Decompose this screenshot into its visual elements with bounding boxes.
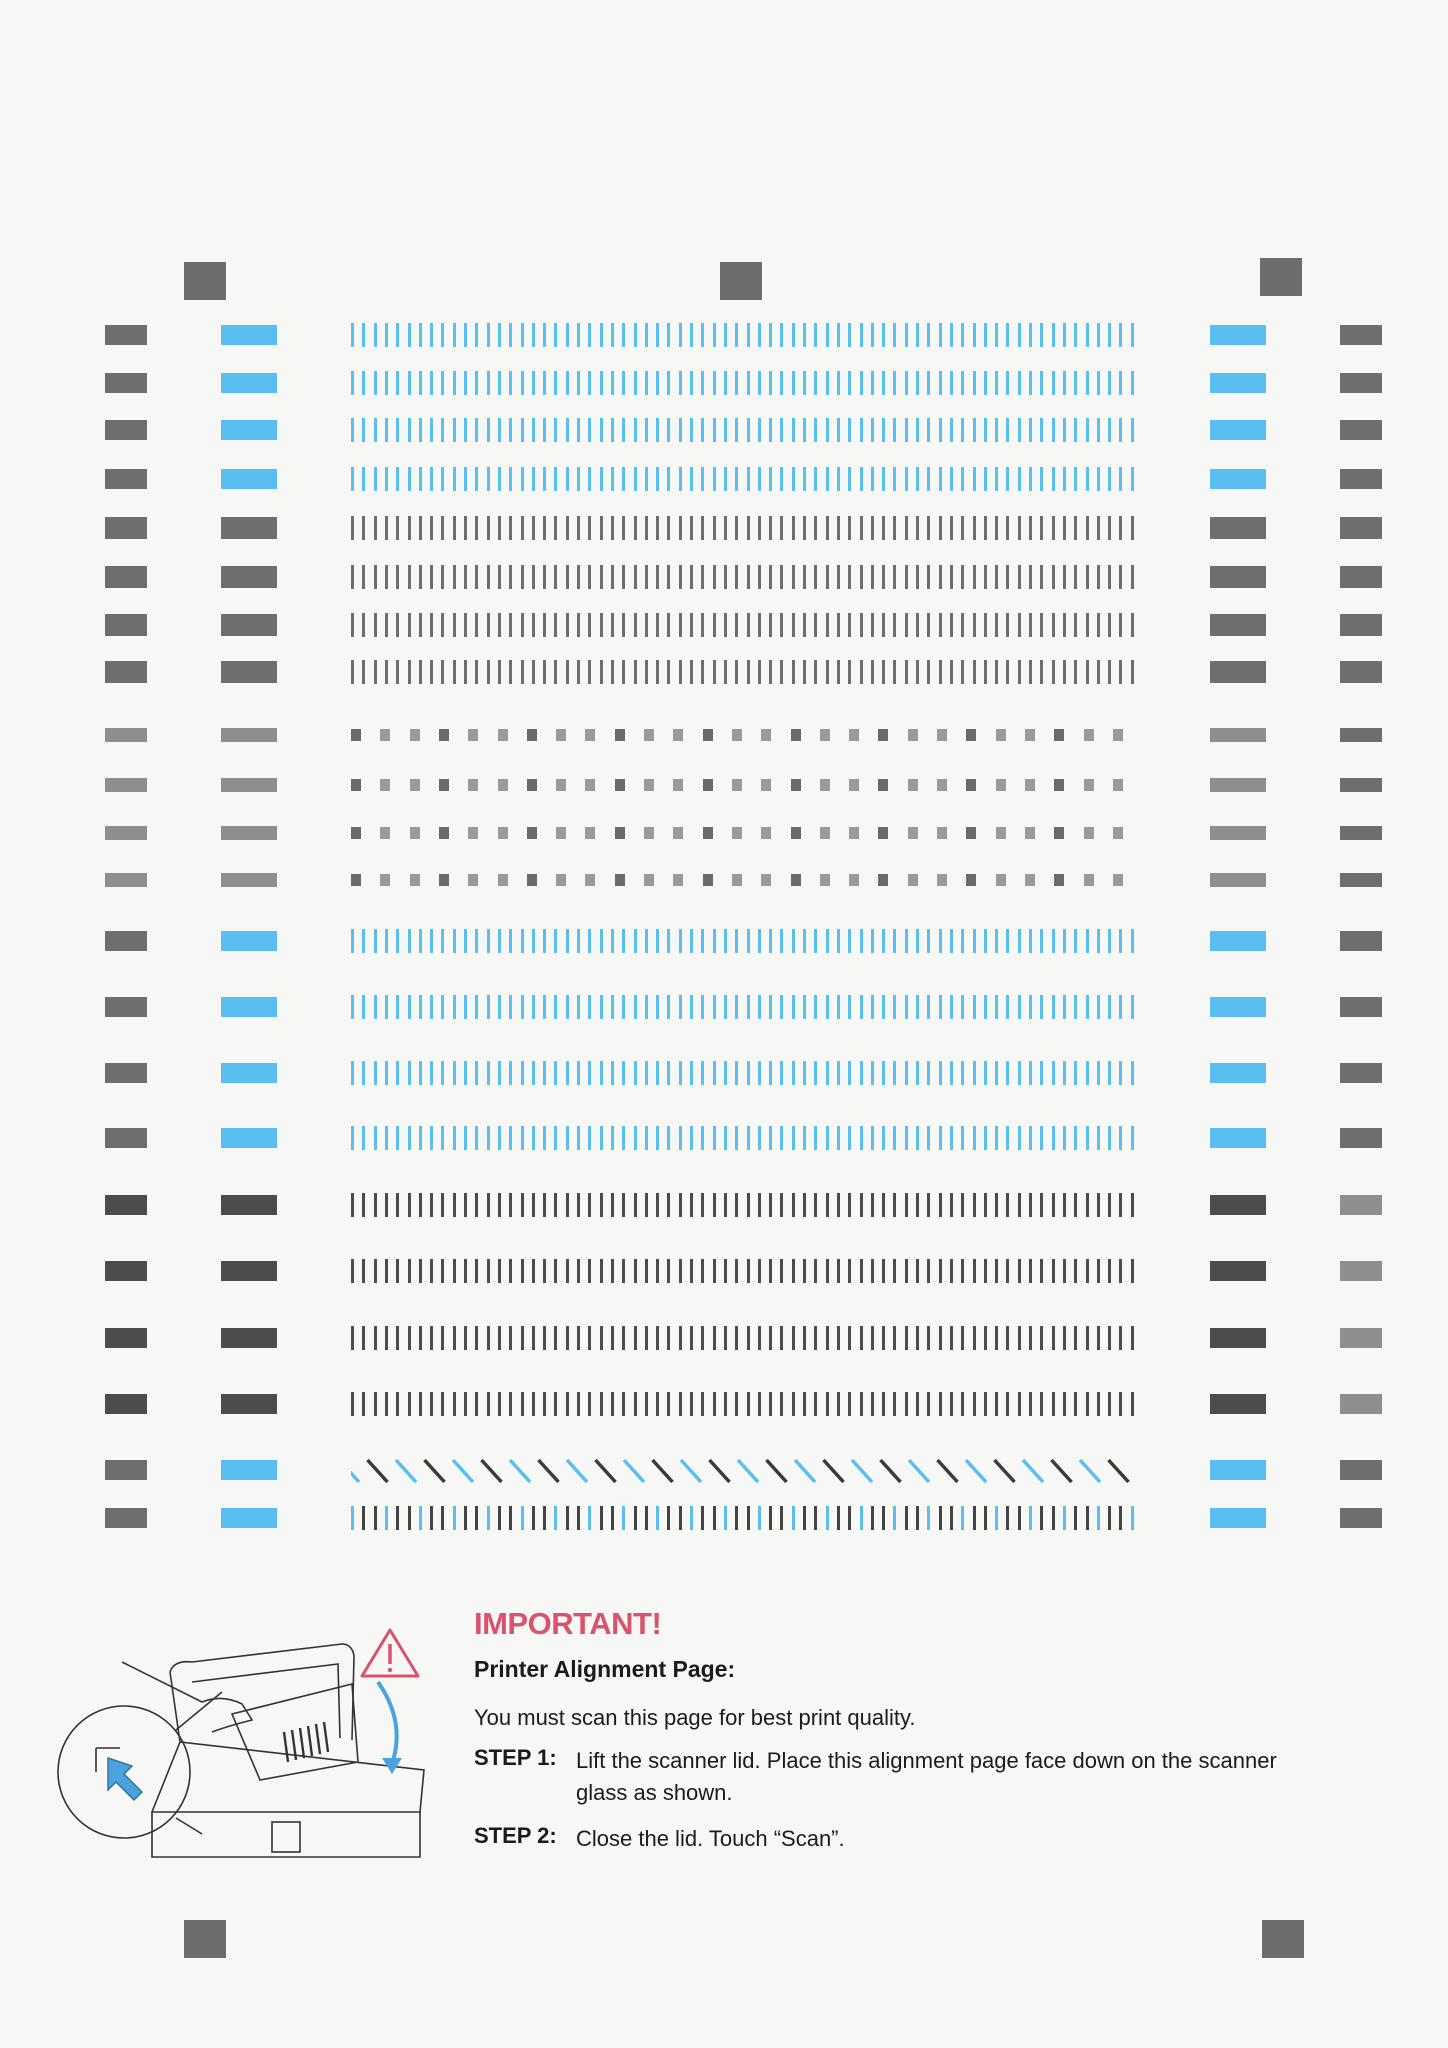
tick-row [351,565,1135,591]
outer-right-marker [1340,1128,1382,1148]
outer-right-marker [1340,566,1382,588]
outer-right-marker [1340,614,1382,636]
inner-right-marker [1210,931,1266,951]
inner-left-marker [221,873,277,887]
inner-right-marker [1210,373,1266,393]
outer-right-marker [1340,778,1382,792]
tick-row [351,773,1135,799]
inner-right-marker [1210,997,1266,1017]
tick-row [351,995,1135,1021]
outer-left-marker [105,517,147,539]
outer-left-marker [105,1261,147,1281]
inner-right-marker [1210,1394,1266,1414]
inner-right-marker [1210,1128,1266,1148]
tick-row [351,371,1135,397]
important-notice [474,1606,1334,1855]
outer-right-marker [1340,1063,1382,1083]
outer-left-marker [105,325,147,345]
inner-left-marker [221,1508,277,1528]
tick-row [351,1458,1135,1484]
outer-right-marker [1340,661,1382,683]
outer-right-marker [1340,826,1382,840]
outer-left-marker [105,826,147,840]
inner-left-marker [221,469,277,489]
tick-row [351,613,1135,639]
outer-right-marker [1340,1394,1382,1414]
tick-row [351,660,1135,686]
inner-left-marker [221,614,277,636]
alignment-page-subheading: Printer Alignment Page: [474,1656,736,1682]
tick-row [351,723,1135,749]
outer-right-marker [1340,420,1382,440]
inner-left-marker [221,1328,277,1348]
tick-row [351,418,1135,444]
inner-right-marker [1210,469,1266,489]
curved-arrow-icon [378,1682,397,1764]
outer-left-marker [105,1063,147,1083]
inner-right-marker [1210,325,1266,345]
tick-row [351,467,1135,493]
tick-row [351,868,1135,894]
inner-right-marker [1210,1460,1266,1480]
inner-right-marker [1210,778,1266,792]
inner-left-marker [221,931,277,951]
outer-right-marker [1340,997,1382,1017]
step-2-text: Close the lid. Touch “Scan”. [576,1826,845,1851]
inner-left-marker [221,420,277,440]
inner-right-marker [1210,873,1266,887]
inner-left-marker [221,728,277,742]
inner-right-marker [1210,1508,1266,1528]
outer-right-marker [1340,1328,1382,1348]
tick-row [351,1326,1135,1352]
outer-left-marker [105,1195,147,1215]
scan-instruction: You must scan this page for best print quality. [474,1705,916,1730]
scanner-illustration-icon [52,1622,452,1872]
step-1-label: STEP 1: [474,1745,557,1770]
tick-row [351,1061,1135,1087]
inner-right-marker [1210,661,1266,683]
tick-row [351,1193,1135,1219]
outer-right-marker [1340,373,1382,393]
outer-right-marker [1340,1460,1382,1480]
outer-left-marker [105,661,147,683]
inner-left-marker [221,1128,277,1148]
inner-right-marker [1210,566,1266,588]
inner-left-marker [221,661,277,683]
outer-left-marker [105,469,147,489]
inner-left-marker [221,325,277,345]
outer-right-marker [1340,728,1382,742]
outer-right-marker [1340,873,1382,887]
inner-right-marker [1210,1195,1266,1215]
outer-right-marker [1340,325,1382,345]
inner-left-marker [221,1394,277,1414]
inner-left-marker [221,566,277,588]
registration-mark [1262,1920,1304,1958]
tick-row [351,929,1135,955]
outer-left-marker [105,1328,147,1348]
tick-row [351,1259,1135,1285]
magnifier-corner-arrow-icon [108,1758,142,1800]
outer-left-marker [105,1128,147,1148]
outer-right-marker [1340,1508,1382,1528]
outer-right-marker [1340,931,1382,951]
registration-mark [184,262,226,300]
outer-left-marker [105,728,147,742]
outer-left-marker [105,1394,147,1414]
outer-left-marker [105,873,147,887]
inner-left-marker [221,373,277,393]
outer-left-marker [105,614,147,636]
step-1 [474,1745,1334,1809]
outer-left-marker [105,997,147,1017]
inner-right-marker [1210,1063,1266,1083]
inner-right-marker [1210,614,1266,636]
inner-left-marker [221,1460,277,1480]
tick-row [351,516,1135,542]
tick-row [351,1126,1135,1152]
inner-left-marker [221,826,277,840]
outer-right-marker [1340,469,1382,489]
inner-right-marker [1210,420,1266,440]
outer-left-marker [105,1508,147,1528]
outer-right-marker [1340,517,1382,539]
registration-mark [184,1920,226,1958]
outer-right-marker [1340,1195,1382,1215]
inner-right-marker [1210,826,1266,840]
outer-left-marker [105,566,147,588]
inner-left-marker [221,997,277,1017]
outer-left-marker [105,373,147,393]
inner-left-marker [221,1063,277,1083]
registration-mark [720,262,762,300]
inner-left-marker [221,517,277,539]
step-2 [474,1823,1334,1855]
registration-mark [1260,258,1302,296]
step-1-text: Lift the scanner lid. Place this alignment page face down on the scanner glass as shown. [576,1748,1277,1805]
inner-right-marker [1210,728,1266,742]
inner-right-marker [1210,517,1266,539]
outer-left-marker [105,1460,147,1480]
inner-left-marker [221,778,277,792]
outer-left-marker [105,420,147,440]
outer-right-marker [1340,1261,1382,1281]
important-heading: IMPORTANT! [474,1606,662,1641]
warning-triangle-icon [362,1630,418,1676]
inner-right-marker [1210,1261,1266,1281]
inner-left-marker [221,1261,277,1281]
tick-row [351,821,1135,847]
tick-row [351,323,1135,349]
tick-row [351,1506,1135,1532]
outer-left-marker [105,778,147,792]
outer-left-marker [105,931,147,951]
step-2-label: STEP 2: [474,1823,557,1848]
inner-left-marker [221,1195,277,1215]
inner-right-marker [1210,1328,1266,1348]
tick-row [351,1392,1135,1418]
